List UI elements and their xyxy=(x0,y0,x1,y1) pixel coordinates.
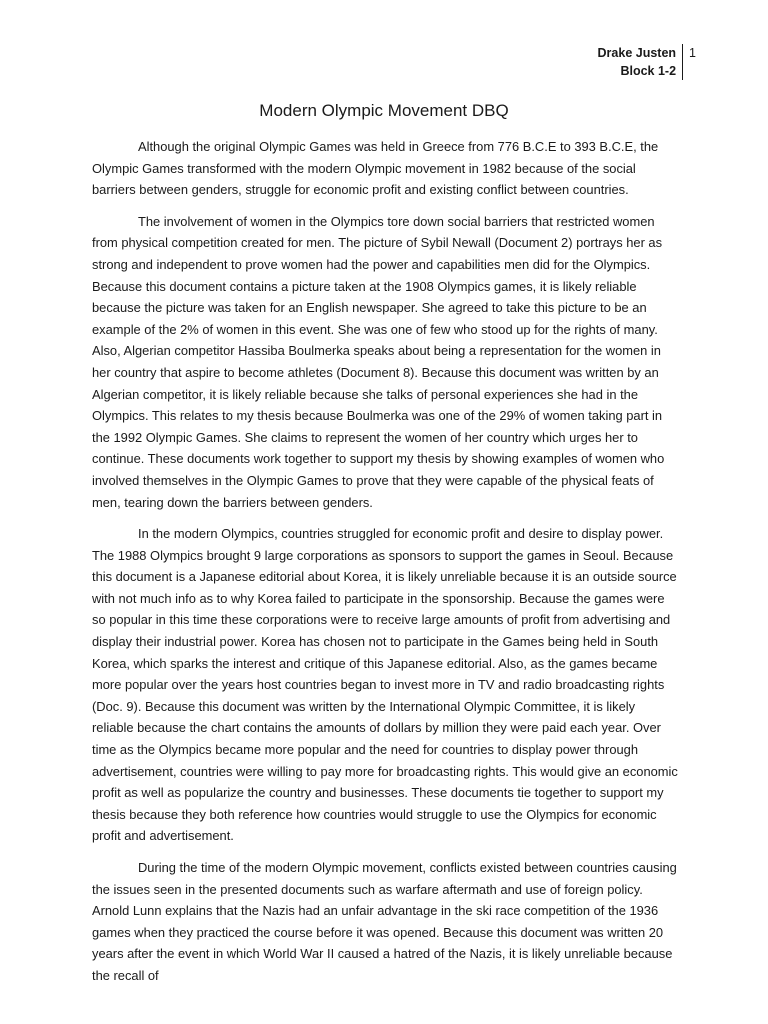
document-body xyxy=(92,136,680,997)
class-block: Block 1-2 xyxy=(620,64,677,78)
paragraph-conflict: During the time of the modern Olympic movement, conflicts existed between countries causing the issues seen in the presented documents such as warfare aftermath and use of foreign policy. Arnold Lunn explains that the Nazis had an unfair advantage in the ski race competition of the 1936 games when they practiced the course before it was opened. Because this document was written 20 years after the event in which World War II caused a hatred of the Nazis, it is likely unreliable because the recall of xyxy=(92,860,677,983)
author-name: Drake Justen xyxy=(597,46,677,60)
page-number: 1 xyxy=(689,46,696,60)
paragraph-women: The involvement of women in the Olympics tore down social barriers that restricted women from physical competition created for men. The picture of Sybil Newall (Document 2) portrays her as strong and independent to prove women had the power and capabilities men did for the Olympics. Because this document contains a picture taken at the 1908 Olympics games, it is likely reliable because the picture was taken for an English newspaper. She agreed to take this picture to be an example of the 2% of women in this event. She was one of few who stood up for the rights of many. Also, Algerian competitor Hassiba Boulmerka speaks about being a representation for the women in her country that aspire to become athletes (Document 8). Because this document was written by an Algerian competitor, it is likely reliable because she talks of personal experiences she had in the Olympics. This relates to my thesis because Boulmerka was one of the 29% of women taking part in the 1992 Olympic Games. She claims to represent the women of her country which urges her to continue. These documents work together to support my thesis by showing examples of women who involved themselves in the Olympic Games to prove that they were capable of the physical feats of men, tearing down the barriers between genders. xyxy=(92,213,665,510)
paragraph-economic: In the modern Olympics, countries struggled for economic profit and desire to display power. The 1988 Olympics brought 9 large corporations as sponsors to support the games in Seoul. Because this document is a Japanese editorial about Korea, it is likely unreliable because it is an outside source with not much info as to why Korea failed to participate in the sponsorship. Because the games were so popular in this time these corporations were to receive large amounts of profit from advertising and display their industrial power. Korea has chosen not to participate in the Games being held in South Korea, which sparks the interest and critique of this Japanese editorial. Also, as the games became more popular over the years host countries began to invest more in TV and radio broadcasting rights (Doc. 9). Because this document was written by the International Olympic Committee, it is likely reliable because the chart contains the amounts of dollars by million they were paid each year. Over time as the Olympics became more popular and the need for countries to display power through advertisement, countries were willing to pay more for broadcasting rights. This would give an economic profit as well as popularize the country and businesses. These documents tie together to support my thesis because they both reference how countries would struggle to use the Olympics for economic profit and advertisement. xyxy=(92,526,678,844)
paragraph-intro: Although the original Olympic Games was held in Greece from 776 B.C.E to 393 B.C.E, the Olympic Games transformed with the modern Olympic movement in 1982 because of the social barriers between genders, struggle for economic profit and existing conflict between countries. xyxy=(92,139,659,198)
document-title: Modern Olympic Movement DBQ xyxy=(259,101,509,120)
page-header xyxy=(598,44,696,80)
header-info xyxy=(598,44,684,80)
